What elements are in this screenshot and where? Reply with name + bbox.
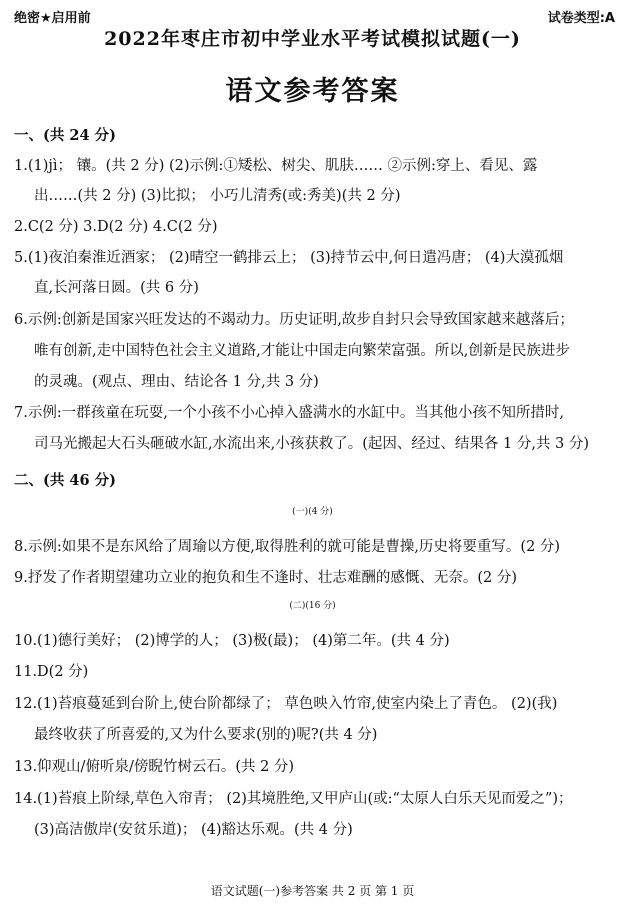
answer-q6-line-2: 唯有创新,走中国特色社会主义道路,才能让中国走向繁荣富强。所以,创新是民族进步 [34, 343, 570, 359]
answer-q1-line-1: 1.(1)jì； 镶。(共 2 分) (2)示例:①矮松、树尖、肌肤…… ②示例:穿上、看见、露 [14, 158, 538, 174]
answer-q14-line-2: (3)高洁傲岸(安贫乐道)； (4)豁达乐观。(共 4 分) [34, 822, 353, 838]
paper-type-label: 试卷类型:A [547, 11, 615, 26]
answer-q2-q4: 2.C(2 分) 3.D(2 分) 4.C(2 分) [14, 219, 218, 235]
answer-q1-line-2: 出……(共 2 分) (3)比拟； 小巧儿清秀(或:秀美)(共 2 分) [34, 188, 401, 204]
answer-q8: 8.示例:如果不是东风给了周瑜以方便,取得胜利的就可能是曹操,历史将要重写。(2 分) [14, 539, 561, 555]
answer-q7-line-2: 司马光搬起大石头砸破水缸,水流出来,小孩获救了。(起因、经过、结果各 1 分,共 3 分) [34, 436, 590, 452]
page-footer: 语文试题(一)参考答案 共 2 页 第 1 页 [210, 884, 415, 898]
answer-q6-line-1: 6.示例:创新是国家兴旺发达的不竭动力。历史证明,故步自封只会导致国家越来越落后； [14, 312, 574, 328]
answer-q12-line-2: 最终收获了所喜爱的,又为什么要求(别的)呢?(共 4 分) [34, 727, 378, 743]
answer-q5-line-1: 5.(1)夜泊秦淮近酒家； (2)晴空一鹤排云上； (3)持节云中,何日遣冯唐； (4)大漠孤烟 [14, 250, 564, 266]
answer-q13: 13.仰观山/俯听泉/傍睨竹树云石。(共 2 分) [14, 759, 295, 775]
subsection-1-heading: (一)(4 分) [292, 507, 333, 517]
exam-title: 2022年枣庄市初中学业水平考试模拟试题(一) [104, 28, 521, 50]
answer-q7-line-1: 7.示例:一群孩童在玩耍,一个小孩不小心掉入盛满水的水缸中。当其他小孩不知所措时, [14, 405, 564, 421]
answer-q10: 10.(1)德行美好； (2)博学的人； (3)极(最)； (4)第二年。(共 4 分) [14, 633, 450, 649]
section-1-heading: 一、(共 24 分) [14, 127, 116, 144]
answer-q11: 11.D(2 分) [14, 664, 89, 680]
subsection-2-heading: (二)(16 分) [289, 601, 336, 611]
answer-q6-line-3: 的灵魂。(观点、理由、结论各 1 分,共 3 分) [34, 374, 319, 390]
section-2-heading: 二、(共 46 分) [14, 472, 116, 489]
answer-key-title: 语文参考答案 [225, 76, 400, 107]
confidential-label: 绝密★启用前 [14, 11, 91, 26]
answer-q14-line-1: 14.(1)苔痕上阶绿,草色入帘青； (2)其境胜绝,又甲庐山(或:“太原人白乐天见而爱之”)； [14, 791, 573, 807]
answer-q5-line-2: 直,长河落日圆。(共 6 分) [34, 280, 199, 296]
answer-q12-line-1: 12.(1)苔痕蔓延到台阶上,使台阶都绿了； 草色映入竹帘,使室内染上了青色。 (2)(我) [14, 696, 558, 712]
answer-q9: 9.抒发了作者期望建功立业的抱负和生不逢时、壮志难酬的感慨、无奈。(2 分) [14, 570, 517, 586]
